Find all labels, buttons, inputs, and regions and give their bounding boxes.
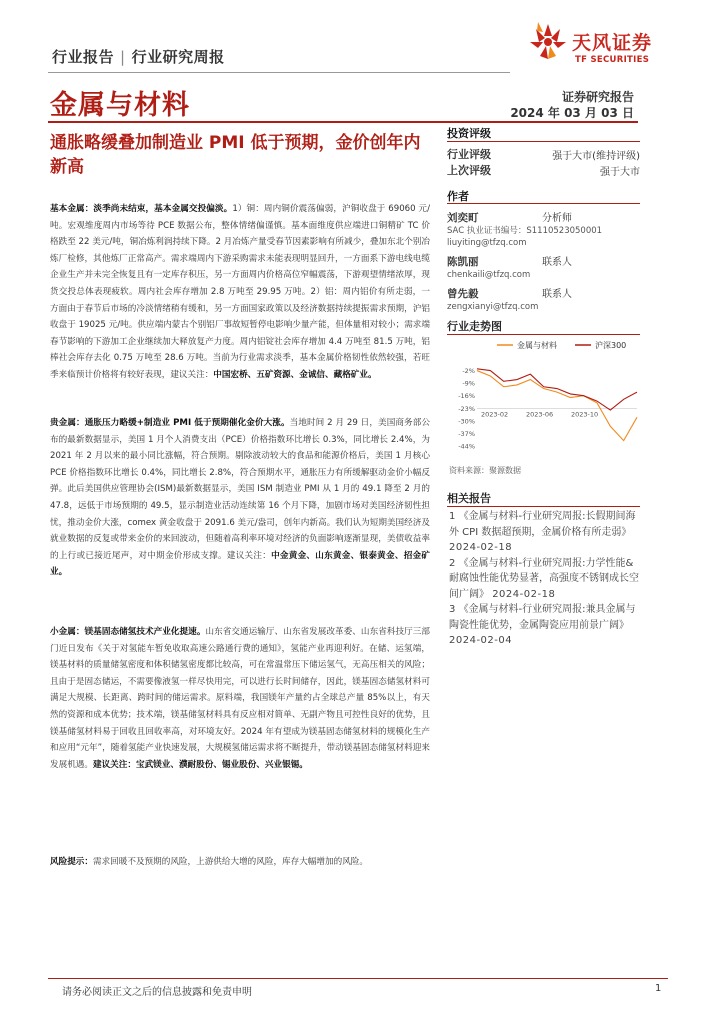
- legend-label: 金属与材料: [517, 341, 557, 350]
- page-number: 1: [655, 983, 662, 994]
- paragraph-lead: 小金属：镁基固态储氢技术产业化提速。: [50, 627, 206, 637]
- paragraph-lead: 基本金属：淡季尚未结束，基本金属交投偏淡。: [50, 204, 233, 214]
- footer-disclaimer: 请务必阅读正文之后的信息披露和免责申明: [62, 987, 252, 998]
- related-report-number: 1: [449, 511, 456, 522]
- author-entry: [447, 209, 640, 249]
- author-email[interactable]: zengxianyi@tfzq.com: [447, 302, 539, 312]
- paragraph-lead: 贵金属：通胀压力略缓+制造业 PMI 低于预期催化金价大涨。: [50, 418, 290, 428]
- series-line: [477, 369, 637, 410]
- related-report-text: 《金属与材料-行业研究周报:兼具金属与陶瓷性能优势，金属陶瓷应用前景广阔》: [449, 604, 636, 631]
- y-tick-label: -23%: [458, 404, 475, 413]
- trend-title: 行业走势图: [447, 320, 502, 333]
- author-role: 联系人: [542, 257, 572, 268]
- author-name: 陈凯丽: [447, 256, 479, 268]
- paragraph-text: 需求回暖不及预期的风险，上游供给大增的风险，库存大幅增加的风险。: [92, 857, 368, 867]
- report-headline: 通胀略缓叠加制造业 PMI 低于预期，金价创年内新高: [50, 133, 421, 177]
- author-name: 曾先毅: [447, 288, 479, 300]
- paragraph-text: 山东省交通运输厅、山东省发展改革委、山东省科技厅三部门近日发布《关于对氢能车暂免收取高速公路通行费的通知》，氢能产业再迎利好。在储、运氢端，镁基材料的质量储氢密度和体积储氢密度都比较高，可在常温常压下储运氢气，无高压相关的风险；且由于是固态储运，不需要像液氢一样尽快用完，可以进行长时间储存，因此，镁基固态储氢材料可满足大规模、长距离、跨时间的储运需求。原料端，我国镁年产量约占全球总产量 85%以上，有天然的资源和成本优势；技术端，镁基储氢材料具有反应相对简单、无副产物且可控性良好的优势，且镁基储氢材料易于回收且回收率高，对环境友好。2024 年有望成为镁基固态储氢材料的规模化生产和应用“元年”，随着氢能产业快速发展，大规模氢储运需求将不断提升，带动镁基固态储氢材料迎来发展机遇。: [50, 627, 430, 770]
- related-rule: [447, 506, 640, 507]
- related-report-list: [449, 509, 639, 649]
- paragraph-picks: 中金黄金、山东黄金、银泰黄金、招金矿业。: [50, 550, 430, 578]
- paragraph-minor-metals: [50, 624, 430, 773]
- previous-rating-value: 强于大市: [600, 166, 640, 178]
- author-email[interactable]: chenkaili@tfzq.com: [447, 270, 531, 280]
- report-type: 证券研究报告: [561, 90, 634, 104]
- author-cert: SAC 执业证书编号：S1110523050001: [447, 226, 603, 236]
- rating-title: 投资评级: [447, 127, 491, 140]
- rating-box: [447, 125, 640, 178]
- previous-rating-row: [447, 162, 640, 178]
- report-category-header: [52, 46, 225, 67]
- related-report-date: 2024-02-18: [449, 542, 513, 553]
- paragraph-suggest: 建议关注：: [92, 759, 136, 770]
- category-label: 行业报告: [52, 48, 115, 66]
- author-role: 分析师: [542, 213, 572, 224]
- footer-rule: [48, 978, 668, 979]
- title-rule: [48, 121, 638, 123]
- author-email[interactable]: liuyiting@tfzq.com: [447, 238, 527, 248]
- related-report-number: 2: [449, 557, 456, 569]
- legend-label: 沪深300: [595, 341, 627, 350]
- paragraph-text: 1）铜：周内铜价震荡偏弱，沪铜收盘于 69060 元/吨。宏观维度周内市场等待 PCE 数据公布，整体情绪偏谨慎。基本面维度供应端进口铜精矿 TC 价格跌至 22 美元/吨，铜冶炼利润持续下降。2 月冶炼产量受春节因素影响有所减少，叠加东北个别冶炼厂检修，其他炼厂正常高产。需求端周内下游采购需求未能表现明显回升，一方面系下游电线电缆企业生产并未完全恢复且有一定库存积压，另一方面周内价格高位窄幅震荡，下游观望情绪浓厚，现货交投总体表现疲软。周内社会库存增加 2.8 万吨至 29.95 万吨。2）铝：周内铝价有所走弱，一方面由于春节后市场的冷淡情绪稍有缓和，另一方面国家政策以及经济数据持续提振需求预期，沪铝收盘于 19025 元/吨。供应端内蒙古个别铝厂事故短暂停电影响少量产能，但体量相对较小；需求端春节影响的下游加工企业继续加大释放复产力度。周内铝锭社会库存增加 4.4 万吨至 81.5 万吨，铝棒社会库存去化 0.75 万吨至 28.6 万吨。当前为行业需求淡季，基本金属价格韧性依然较强，若旺季来临预计价格将有较好表现，建议关注：: [50, 204, 430, 380]
- paragraph-lead: 风险提示：: [50, 857, 93, 867]
- y-tick-label: -30%: [458, 417, 475, 426]
- paragraph-risk: [50, 854, 430, 871]
- paragraph-picks: 中国宏桥、五矿资源、金诚信、藏格矿业。: [213, 369, 377, 380]
- industry-rating-label: 行业评级: [447, 148, 491, 161]
- chart-source: 资料来源：聚源数据: [449, 466, 521, 475]
- y-tick-label: -2%: [462, 367, 475, 376]
- industry-rating-row: [447, 146, 640, 162]
- header-separator: |: [120, 48, 126, 66]
- previous-rating-label: 上次评级: [447, 164, 491, 177]
- paragraph-precious-metals: [50, 415, 430, 581]
- brand-name-en: TF SECURITIES: [575, 55, 650, 65]
- related-report-date: 2024-02-04: [449, 635, 513, 646]
- related-report-text: 《金属与材料-行业研究周报:长假期间海外 CPI 数据超预期，金属价格有所走弱》: [449, 511, 636, 538]
- rating-rule: [447, 141, 640, 142]
- trend-rule: [447, 334, 640, 335]
- brand-name-cn: 天风证券: [572, 32, 653, 54]
- related-report-item[interactable]: [449, 556, 639, 603]
- related-report-number: 3: [449, 604, 456, 615]
- y-tick-label: -44%: [458, 442, 475, 451]
- sub-category-label: 行业研究周报: [131, 48, 225, 66]
- sector-title: 金属与材料: [50, 90, 190, 121]
- authors-box: [447, 188, 640, 313]
- report-date: 2024 年 03 月 03 日: [510, 106, 634, 120]
- author-entry: [447, 285, 640, 313]
- related-report-item[interactable]: [449, 602, 639, 649]
- author-entry: [447, 253, 640, 281]
- related-title: 相关报告: [447, 492, 491, 505]
- x-tick-label: 2023-06: [526, 410, 554, 419]
- paragraph-text: 当地时间 2 月 29 日，美国商务部公布的最新数据显示，美国 1 月个人消费支出（PCE）价格指数环比增长 0.3%，同比增长 2.4%，为 2021 年 2 月以来的最小同比涨幅，符合预期。剔除波动较大的食品和能源价格后，美国 1 月核心 PCE 价格指数环比增长 0.4%，同比增长 2.8%，符合预期水平，通胀压力有所缓解驱动金价小幅反弹。此后美国供应管理协会(ISM)最新数据显示，美国 ISM 制造业 PMI 从 1 月的 49.1 降至 2 月的 47.8，远低于市场预期的 49.5，显示制造业活动连续第 16 个月下降，加剧市场对美国经济韧性担忧，推动金价大涨，comex 黄金收盘于 2091.6 美元/盎司，创年内新高。我们认为短期美国经济及就业数据的反复或带来金价的来回波动，但随着高利率环境对经济的负面影响逐渐显现，美债收益率的上行或已接近尾声，对中期金价形成支撑。建议关注：: [50, 418, 430, 561]
- series-line: [477, 371, 637, 441]
- trend-chart: [447, 336, 640, 451]
- authors-title: 作者: [447, 190, 469, 203]
- related-report-date: 2024-02-18: [492, 588, 556, 600]
- related-report-item[interactable]: [449, 509, 639, 556]
- authors-rule: [447, 203, 640, 204]
- y-tick-label: -16%: [458, 392, 475, 401]
- paragraph-base-metals: [50, 201, 430, 384]
- industry-rating-value: 强于大市(维持评级): [552, 150, 640, 162]
- author-role: 联系人: [542, 289, 572, 300]
- y-tick-label: -9%: [462, 379, 475, 388]
- header-rule: [48, 72, 510, 73]
- related-report-text: 《金属与材料-行业研究周报:力学性能&耐腐蚀性能优势显著，高强度不锈钢成长空间广阔》: [449, 557, 639, 600]
- author-name: 刘奕町: [447, 212, 479, 224]
- x-tick-label: 2023-10: [571, 410, 599, 419]
- paragraph-picks: 宝武镁业、濮耐股份、锡业股份、兴业银锡。: [135, 759, 308, 770]
- x-tick-label: 2023-02: [481, 410, 509, 419]
- y-tick-label: -37%: [458, 429, 475, 438]
